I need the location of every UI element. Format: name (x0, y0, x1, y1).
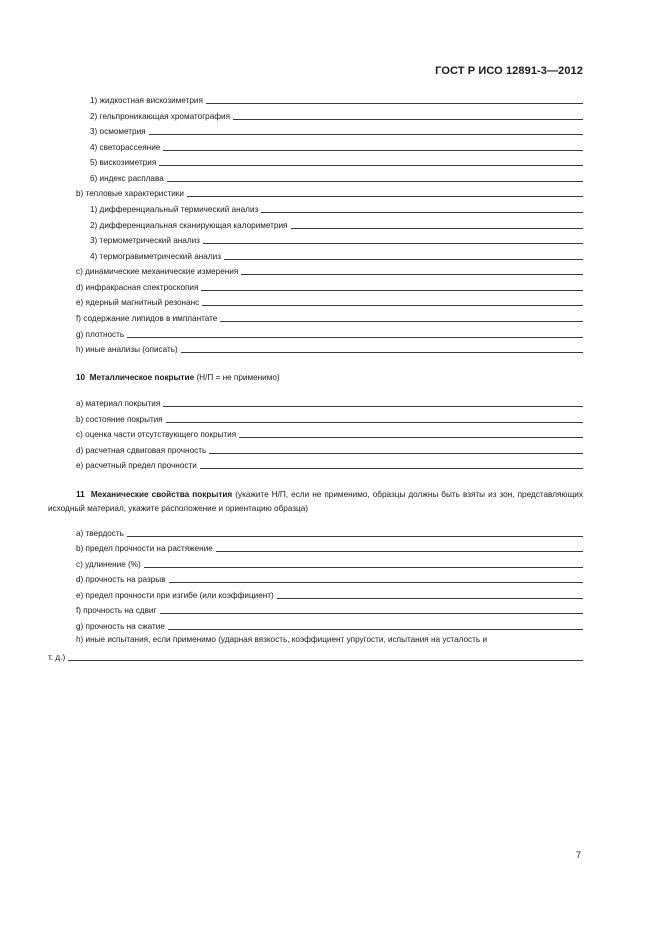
field-label: 5) вискозиметрия (90, 158, 157, 167)
section-note: (укажите Н/П, если не применимо, образцы должны быть взяты из зон, представляющих исходный материал, укажите расположение и ориентацию образца) (48, 490, 583, 513)
field-label: e) предел прочности при изгибе (или коэффициент) (76, 591, 274, 600)
field-row-gel-chromatography (90, 110, 583, 122)
field-row-other-tests-text: h) иные испытания, если применимо (ударная вязкость, коэффициент упругости, испытания на усталость и (76, 635, 488, 644)
fill-line[interactable] (187, 196, 583, 197)
fill-line[interactable] (239, 437, 583, 438)
field-label: 4) светорассеяние (90, 143, 161, 152)
field-row-thermal-characteristics (76, 187, 583, 199)
fill-line[interactable] (181, 352, 583, 353)
field-row-coating-condition (76, 413, 583, 425)
field-row-shear (76, 604, 583, 616)
field-label: f) прочность на сдвиг (76, 606, 157, 615)
field-row-tensile-strength (76, 542, 583, 554)
field-label: 4) термогравиметрический анализ (90, 252, 221, 261)
fill-line[interactable] (166, 422, 583, 423)
section-title: Механические свойства покрытия (90, 490, 233, 499)
section-10-heading (76, 373, 280, 383)
field-row-melt-index (90, 172, 583, 184)
section-note: (Н/П = не применимо) (196, 373, 280, 382)
field-label: b) тепловые характеристики (76, 189, 184, 198)
field-row-light-scattering (90, 141, 583, 153)
fill-line[interactable] (159, 165, 583, 166)
field-row-tensile-limit (76, 459, 583, 471)
field-row-other-tests (48, 651, 583, 663)
document-header: ГОСТ Р ИСО 12891-3—2012 (435, 65, 583, 77)
field-row-compression (76, 620, 583, 632)
section-number: 11 (76, 490, 85, 499)
fill-line[interactable] (163, 150, 583, 151)
field-row-elongation (76, 558, 583, 570)
field-label: d) расчетная сдвиговая прочность (76, 446, 207, 455)
field-label: d) прочность на разрыв (76, 575, 166, 584)
fill-line[interactable] (167, 181, 583, 182)
fill-line[interactable] (209, 453, 583, 454)
field-label: c) динамические механические измерения (76, 267, 239, 276)
field-row-coating-material (76, 397, 583, 409)
field-label: b) состояние покрытия (76, 415, 163, 424)
field-label: e) расчетный предел прочности (76, 461, 197, 470)
field-row-shear-strength (76, 444, 583, 456)
field-label: b) предел прочности на растяжение (76, 544, 213, 553)
fill-line[interactable] (206, 103, 583, 104)
fill-line[interactable] (233, 119, 583, 120)
fill-line[interactable] (224, 259, 583, 260)
field-label: d) инфракрасная спектроскопия (76, 283, 199, 292)
field-label: g) плотность (76, 330, 125, 339)
fill-line[interactable] (149, 134, 583, 135)
field-label: h) иные анализы (описать) (76, 345, 178, 354)
fill-line[interactable] (220, 321, 583, 322)
fill-line[interactable] (202, 305, 583, 306)
field-row-nmr (76, 296, 583, 308)
field-row-thermometric-analysis (90, 234, 583, 246)
field-label: 3) термометрический анализ (90, 236, 200, 245)
field-row-infrared (76, 281, 583, 293)
fill-line[interactable] (200, 468, 583, 469)
field-row-other-analyses (76, 343, 583, 355)
field-row-liquid-viscometry (90, 94, 583, 106)
fill-line[interactable] (241, 274, 583, 275)
fill-line[interactable] (216, 551, 583, 552)
fill-line[interactable] (291, 228, 584, 229)
field-label: 3) осмометрия (90, 127, 146, 136)
field-label: c) оценка части отсутствующего покрытия (76, 430, 237, 439)
section-number: 10 (76, 373, 86, 382)
field-row-lipid-content (76, 312, 583, 324)
field-row-viscometry (90, 156, 583, 168)
field-row-dsc (90, 219, 583, 231)
field-label: a) материал покрытия (76, 399, 161, 408)
fill-line[interactable] (168, 629, 583, 630)
fill-line[interactable] (261, 212, 583, 213)
field-row-tga (90, 250, 583, 262)
field-label: a) твердость (76, 529, 124, 538)
field-row-dynamic-mechanical (76, 265, 583, 277)
field-row-osmometry (90, 125, 583, 137)
field-row-hardness (76, 527, 583, 539)
fill-line[interactable] (160, 613, 584, 614)
field-label: т. д.) (48, 653, 66, 662)
field-label: 2) гельпроникающая хроматография (90, 112, 231, 121)
field-label: c) удлинение (%) (76, 560, 141, 569)
field-label: f) содержание липидов в имплантате (76, 314, 218, 323)
field-row-bending-strength (76, 589, 583, 601)
fill-line[interactable] (163, 406, 583, 407)
field-label: 1) дифференциальный термический анализ (90, 205, 259, 214)
field-label: 2) дифференциальная сканирующая калориметрия (90, 221, 288, 230)
page-number: 7 (575, 850, 581, 860)
fill-line[interactable] (203, 243, 583, 244)
section-11-heading (48, 488, 583, 516)
fill-line[interactable] (277, 598, 583, 599)
field-row-dta (90, 203, 583, 215)
field-row-missing-coating (76, 428, 583, 440)
fill-line[interactable] (127, 337, 583, 338)
section-title: Металлическое покрытие (89, 373, 195, 382)
fill-line[interactable] (127, 536, 583, 537)
fill-line[interactable] (144, 567, 583, 568)
field-row-breaking-strength (76, 573, 583, 585)
field-row-density (76, 328, 583, 340)
field-label: 1) жидкостная вискозиметрия (90, 96, 203, 105)
field-label: g) прочность на сжатие (76, 622, 165, 631)
field-label: 6) индекс расплава (90, 174, 164, 183)
fill-line[interactable] (201, 290, 583, 291)
fill-line[interactable] (68, 660, 583, 661)
field-label: e) ядерный магнитный резонанс (76, 298, 200, 307)
fill-line[interactable] (169, 582, 583, 583)
